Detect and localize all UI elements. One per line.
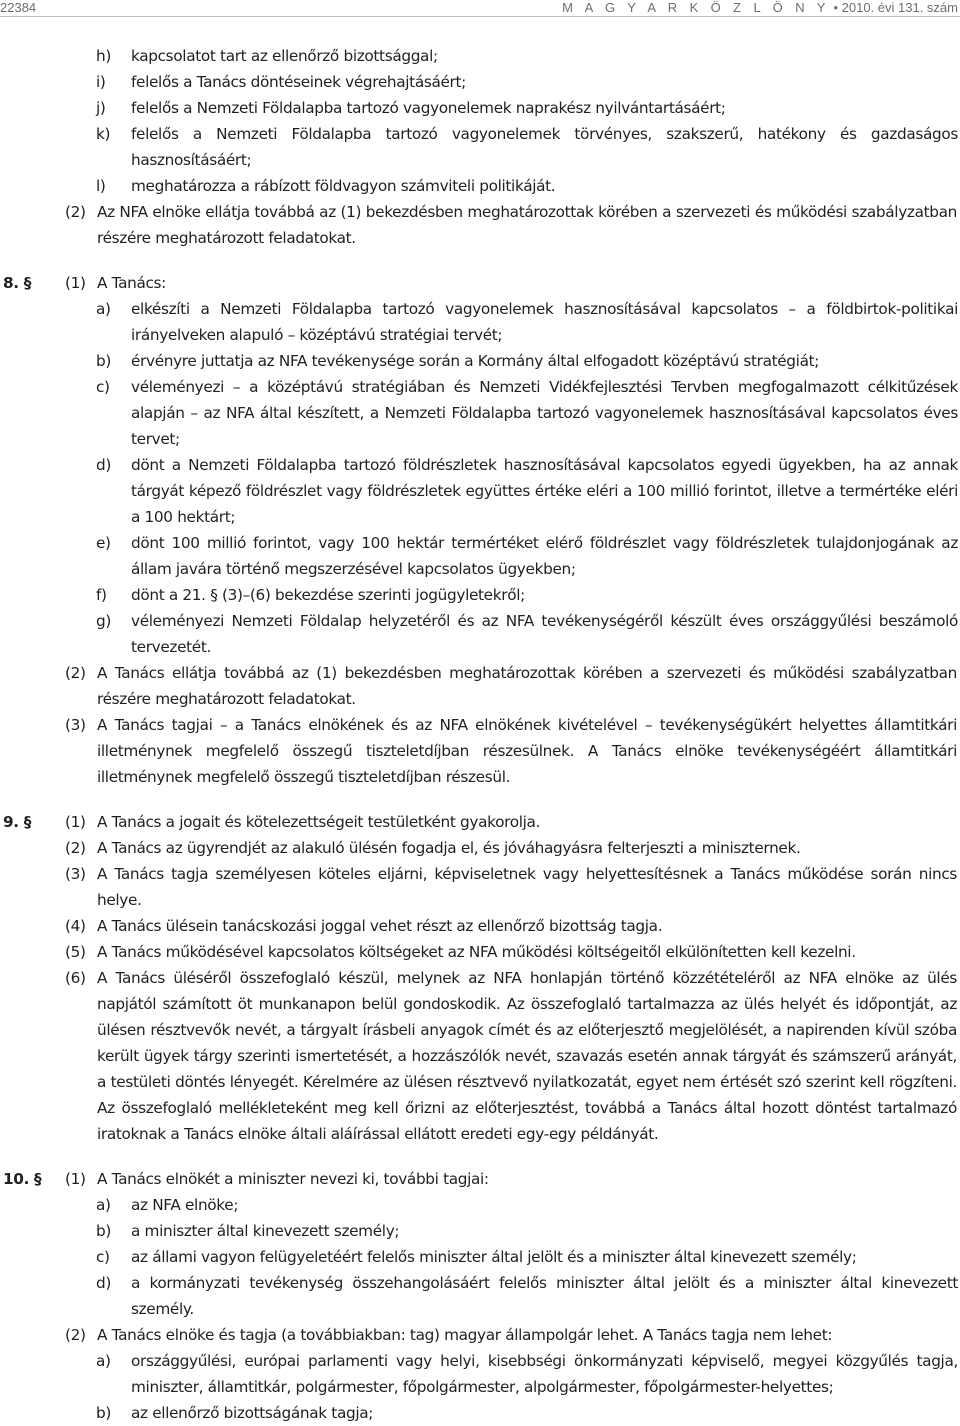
item-label: c) (96, 378, 110, 396)
paragraph (0, 835, 960, 861)
paragraph-text: A Tanács elnökét a miniszter nevezi ki, további tagjai: (97, 1170, 489, 1188)
item-text: meghatározza a rábízott földvagyon számviteli politikáját. (131, 177, 556, 195)
item-text: érvényre juttatja az NFA tevékenysége során a Kormány által elfogadott középtávú stratégiát; (131, 352, 820, 370)
section-9 (0, 809, 960, 835)
paragraph-label: (6) (65, 969, 86, 987)
paragraph-text: A Tanács tagjai – a Tanács elnökének és az NFA elnökének kivételével – tevékenységükért helyettes államtitkári illetménynek megfelelő összegű tiszteletdíjban részesülnek. A Tanács elnöke tevékenységéért államtitkári illetménynek megfelelő összegű tiszteletdíjban részesül. (97, 716, 957, 786)
list-item (0, 1192, 960, 1218)
list-item (0, 1244, 960, 1270)
list-item (0, 1348, 960, 1400)
paragraph-label: (4) (65, 917, 86, 935)
journal-issue: • 2010. évi 131. szám (833, 0, 958, 15)
list-item (0, 173, 960, 199)
paragraph (0, 913, 960, 939)
item-label: a) (96, 300, 111, 318)
journal-title (562, 0, 958, 15)
item-text: az állami vagyon felügyeletéért felelős miniszter által jelölt és a miniszter által kinevezett személy; (131, 1248, 857, 1266)
list-item (0, 374, 960, 452)
item-label: b) (96, 1222, 111, 1240)
list-item (0, 608, 960, 660)
item-label: b) (96, 352, 111, 370)
paragraph (0, 660, 960, 712)
paragraph-label: (2) (65, 1326, 86, 1344)
item-label: e) (96, 534, 111, 552)
item-label: a) (96, 1352, 111, 1370)
paragraph-label: (2) (65, 839, 86, 857)
item-text: dönt a 21. § (3)–(6) bekezdése szerinti jogügyletekről; (131, 586, 525, 604)
item-label: i) (96, 73, 106, 91)
item-label: k) (96, 125, 111, 143)
item-label: g) (96, 612, 111, 630)
section-gap (0, 1147, 960, 1166)
paragraph-text: A Tanács működésével kapcsolatos költségeket az NFA működési költségeitől elkülönítetten kell kezelni. (97, 943, 856, 961)
paragraph (0, 199, 960, 251)
paragraph-label: (1) (65, 1170, 86, 1188)
item-label: h) (96, 47, 111, 65)
section-8 (0, 270, 960, 296)
item-text: véleményezi Nemzeti Földalap helyzetéről és az NFA tevékenységéről készült éves országgyűlési beszámoló tervezetét. (131, 612, 958, 656)
item-label: b) (96, 1404, 111, 1422)
section-gap (0, 790, 960, 809)
item-text: a kormányzati tevékenység összehangolásáért felelős miniszter által jelölt és a miniszter által kinevezett személy. (131, 1274, 958, 1318)
paragraph (0, 1322, 960, 1348)
item-text: felelős a Tanács döntéseinek végrehajtásáért; (131, 73, 466, 91)
list-item (0, 121, 960, 173)
item-text: az ellenőrző bizottságának tagja; (131, 1404, 374, 1422)
paragraph-text: A Tanács: (97, 274, 166, 292)
section-number: 10. § (3, 1170, 42, 1188)
paragraph-label: (1) (65, 813, 86, 831)
document-body (0, 43, 960, 1426)
paragraph (0, 965, 960, 1147)
section-10 (0, 1166, 960, 1192)
list-item (0, 95, 960, 121)
item-text: véleményezi – a középtávú stratégiában és Nemzeti Vidékfejlesztési Tervben megfogalmazott célkitűzések alapján – az NFA által készített, a Nemzeti Földalapba tartozó vagyonelemek hasznosításával kapcsolatos éves tervet; (131, 378, 958, 448)
item-label: d) (96, 1274, 111, 1292)
item-text: felelős a Nemzeti Földalapba tartozó vagyonelemek naprakész nyilvántartásáért; (131, 99, 726, 117)
item-label: f) (96, 586, 107, 604)
paragraph-label: (2) (65, 203, 86, 221)
item-label: j) (96, 99, 106, 117)
list-item (0, 296, 960, 348)
list-item (0, 582, 960, 608)
paragraph-text: A Tanács tagja személyesen köteles eljárni, képviseletnek vagy helyettesítésnek a Tanács működése során nincs helye. (97, 865, 957, 909)
list-item (0, 1218, 960, 1244)
section-number: 8. § (3, 274, 32, 292)
paragraph-text: Az NFA elnöke ellátja továbbá az (1) bekezdésben meghatározottak körében a szervezeti és működési szabályzatban részére meghatározott feladatokat. (97, 203, 957, 247)
item-text: a miniszter által kinevezett személy; (131, 1222, 400, 1240)
item-text: dönt a Nemzeti Földalapba tartozó földrészletek hasznosításával kapcsolatos egyedi ügyekben, ha az annak tárgyát képező földrészlet vagy földrészletek együttes értéke eléri a 100 millió forintot, illetve a termértéke eléri a 100 hektárt; (131, 456, 958, 526)
paragraph-text: A Tanács ellátja továbbá az (1) bekezdésben meghatározottak körében a szervezeti és működési szabályzatban részére meghatározott feladatokat. (97, 664, 957, 708)
item-text: kapcsolatot tart az ellenőrző bizottsággal; (131, 47, 438, 65)
journal-name: M A G Y A R K Ö Z L Ö N Y (562, 0, 830, 15)
item-text: az NFA elnöke; (131, 1196, 239, 1214)
paragraph-text: A Tanács üléséről összefoglaló készül, melynek az NFA honlapján történő közzétételéről az NFA elnöke az ülés napjától számított öt munkanapon belül gondoskodik. Az összefoglaló tartalmazza az ülés helyét és időpontját, az ülésen résztvevők nevét, a tárgyalt írásbeli anyagok címét és az előterjesztő megjelölését, a napirenden kívül szóba került ügyek tárgy szerinti ismertetését, a hozzászólók nevét, szavazás esetén annak tárgyát és számszerű arányát, a testületi döntés lényegét. Kérelmére az ülésen résztvevő nyilatkozatát, egyet nem értését szó szerint kell rögzíteni. Az összefoglaló mellékleteként meg kell őrizni az előterjesztést, továbbá a Tanács által hozott döntést tartalmazó iratoknak a Tanács elnöke általi aláírással ellátott eredeti egy-egy példányát. (97, 969, 957, 1143)
list-item (0, 43, 960, 69)
paragraph (0, 939, 960, 965)
section-gap (0, 251, 960, 270)
paragraph-label: (2) (65, 664, 86, 682)
paragraph (0, 712, 960, 790)
item-text: elkészíti a Nemzeti Földalapba tartozó vagyonelemek hasznosításával kapcsolatos – a földbirtok-politikai irányelveken alapuló – középtávú stratégiai tervét; (131, 300, 958, 344)
paragraph-label: (1) (65, 274, 86, 292)
paragraph-text: A Tanács az ügyrendjét az alakuló ülésén fogadja el, és jóváhagyásra felterjeszti a miniszternek. (97, 839, 801, 857)
paragraph (0, 861, 960, 913)
section-number: 9. § (3, 813, 32, 831)
paragraph-label: (3) (65, 716, 86, 734)
item-text: országgyűlési, európai parlamenti vagy helyi, kisebbségi önkormányzati képviselő, megyei közgyűlés tagja, miniszter, államtitkár, polgármester, főpolgármester, alpolgármester, főpolgármester-helyettes; (131, 1352, 958, 1396)
paragraph-label: (5) (65, 943, 86, 961)
list-item (0, 452, 960, 530)
item-text: dönt 100 millió forintot, vagy 100 hektár termértéket elérő földrészlet vagy földrészletek tulajdonjogának az állam javára történő megszerzésével kapcsolatos ügyekben; (131, 534, 958, 578)
page-number: 22384 (0, 0, 37, 15)
list-item (0, 530, 960, 582)
list-item (0, 1270, 960, 1322)
item-label: a) (96, 1196, 111, 1214)
paragraph-text: A Tanács elnöke és tagja (a továbbiakban: tag) magyar állampolgár lehet. A Tanács tagja nem lehet: (97, 1326, 833, 1344)
item-label: c) (96, 1248, 110, 1266)
page-header (0, 0, 960, 15)
paragraph-text: A Tanács a jogait és kötelezettségeit testületként gyakorolja. (97, 813, 541, 831)
item-text: felelős a Nemzeti Földalapba tartozó vagyonelemek törvényes, szakszerű, hatékony és gazdaságos hasznosításáért; (131, 125, 958, 169)
header-rule (0, 16, 960, 17)
list-item (0, 348, 960, 374)
list-item (0, 69, 960, 95)
paragraph-label: (3) (65, 865, 86, 883)
paragraph-text: A Tanács ülésein tanácskozási joggal vehet részt az ellenőrző bizottság tagja. (97, 917, 663, 935)
item-label: l) (96, 177, 106, 195)
item-label: d) (96, 456, 111, 474)
list-item (0, 1400, 960, 1426)
